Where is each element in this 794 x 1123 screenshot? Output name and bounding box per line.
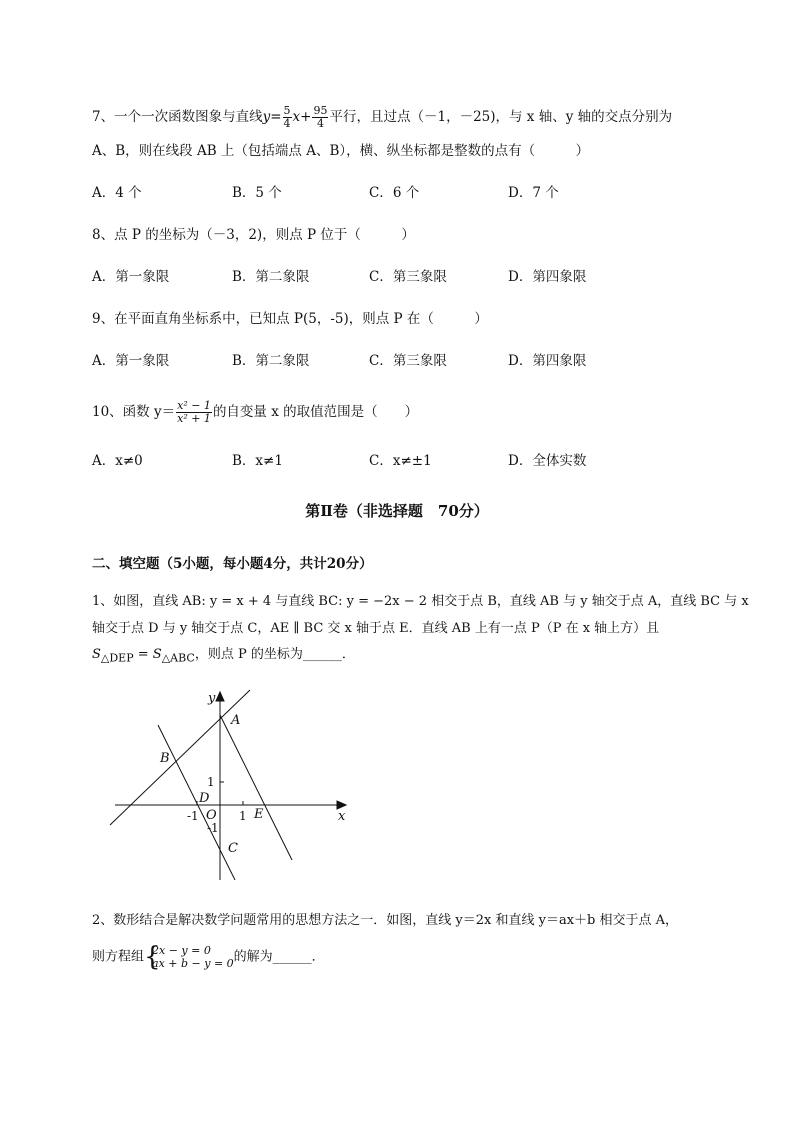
label-b: B <box>160 751 170 766</box>
q7-eq: = <box>270 109 282 125</box>
f1-eq: = <box>133 647 153 662</box>
q7-x: x <box>292 109 301 125</box>
f2-prefix: 则方程组 <box>92 949 145 965</box>
f1-line2: 轴交于点 D 与 y 轴交于点 C，AE ∥ BC 交 x 轴于点 E．直线 AB 上有一点 P（P 在 x 轴上方）且 <box>92 621 660 636</box>
f1-sub1: △DEP <box>100 651 134 665</box>
q8-option-a[interactable]: A．第一象限 <box>92 269 170 285</box>
f2-line2 <box>92 944 325 970</box>
q7-option-d[interactable]: D．7 个 <box>508 185 559 201</box>
section-heading: 二、填空题（5小题，每小题4分，共计20分） <box>92 556 373 572</box>
f2-suffix: 的解为______． <box>233 949 325 965</box>
label-neg1-y: -1 <box>207 821 219 835</box>
q10-option-a[interactable]: A．x≠0 <box>92 453 143 469</box>
q10-fraction <box>176 400 212 425</box>
label-a: A <box>231 713 241 728</box>
f1-line1: 1、如图，直线 AB: y = x + 4 与直线 BC: y = −2x − 2 相交于点 B，直线 AB 与 y 轴交于点 A，直线 BC 与 x <box>92 594 749 609</box>
label-neg1-x: -1 <box>187 809 199 823</box>
label-one-y: 1 <box>207 775 215 789</box>
coordinate-figure <box>100 680 360 885</box>
section-title: 第Ⅱ卷（非选择题 70分） <box>305 502 489 520</box>
q8-option-b[interactable]: B．第二象限 <box>232 269 310 285</box>
q7-y: y <box>262 109 271 125</box>
q10-option-b[interactable]: B．x≠1 <box>232 453 283 469</box>
label-o: O <box>206 808 217 823</box>
q7-option-c[interactable]: C．6 个 <box>369 185 420 201</box>
label-d: D <box>199 791 210 806</box>
q8-option-d[interactable]: D．第四象限 <box>508 269 587 285</box>
q9-option-a[interactable]: A．第一象限 <box>92 353 170 369</box>
brace-icon: { <box>144 942 161 972</box>
q7-option-b[interactable]: B．5 个 <box>232 185 282 201</box>
q7-prefix: 7、一个一次函数图象与直线 <box>92 109 263 125</box>
f2-line1: 2、数形结合是解决数学问题常用的思想方法之一．如图，直线 y＝2x 和直线 y＝ax＋b 相交于点 A， <box>92 913 679 928</box>
q9-text: 9、在平面直角坐标系中，已知点 P(5，-5)，则点 P 在（ ） <box>92 311 488 327</box>
q7-f1-num: 5 <box>283 104 291 117</box>
q10-option-c[interactable]: C．x≠±1 <box>369 453 432 469</box>
label-e: E <box>254 807 264 822</box>
label-one-x: 1 <box>239 809 247 823</box>
q7-f2-den: 4 <box>316 117 324 130</box>
q10-num: x² − 1 <box>177 399 211 412</box>
q7-option-a[interactable]: A．4 个 <box>92 185 142 201</box>
f2-eq1: 2x − y = 0 <box>152 944 211 957</box>
q9-option-c[interactable]: C．第三象限 <box>369 353 447 369</box>
q8-option-c[interactable]: C．第三象限 <box>369 269 447 285</box>
q7-suffix: 平行，且过点（－1，－25)，与 x 轴、y 轴的交点分别为 <box>329 109 673 125</box>
q7-line1 <box>92 105 672 130</box>
q7-fraction-1 <box>283 105 292 130</box>
q7-f2-num: 95 <box>313 104 328 117</box>
q7-fraction-2 <box>312 105 328 130</box>
q7-f1-den: 4 <box>283 117 291 130</box>
f2-equation-system <box>144 944 234 970</box>
label-x: x <box>338 809 346 824</box>
q9-option-b[interactable]: B．第二象限 <box>232 353 310 369</box>
label-y: y <box>208 691 216 706</box>
q10-suffix: 的自变量 x 的取值范围是（ ） <box>212 404 419 420</box>
f1-sub2: △ABC <box>161 651 195 665</box>
line-ae <box>220 715 292 860</box>
y-axis-arrow <box>216 692 224 701</box>
q10-option-d[interactable]: D．全体实数 <box>508 453 587 469</box>
q7-plus: + <box>300 109 312 125</box>
label-c: C <box>228 841 238 856</box>
f1-line3 <box>92 646 355 668</box>
f2-eq2: ax + b − y = 0 <box>152 957 234 970</box>
q10-den: x² + 1 <box>177 412 211 425</box>
q10-prefix: 10、函数 y＝ <box>92 404 176 420</box>
f1-rest: ，则点 P 的坐标为______． <box>194 647 355 662</box>
q10-line <box>92 400 418 425</box>
x-axis-arrow <box>337 801 346 809</box>
q9-option-d[interactable]: D．第四象限 <box>508 353 587 369</box>
f1-s1: S <box>92 647 101 662</box>
f1-s2: S <box>152 647 162 662</box>
q8-text: 8、点 P 的坐标为（－3，2)，则点 P 位于（ ） <box>92 227 415 243</box>
q7-line2: A、B，则在线段 AB 上（包括端点 A、B），横、纵坐标都是整数的点有（ ） <box>92 143 590 159</box>
